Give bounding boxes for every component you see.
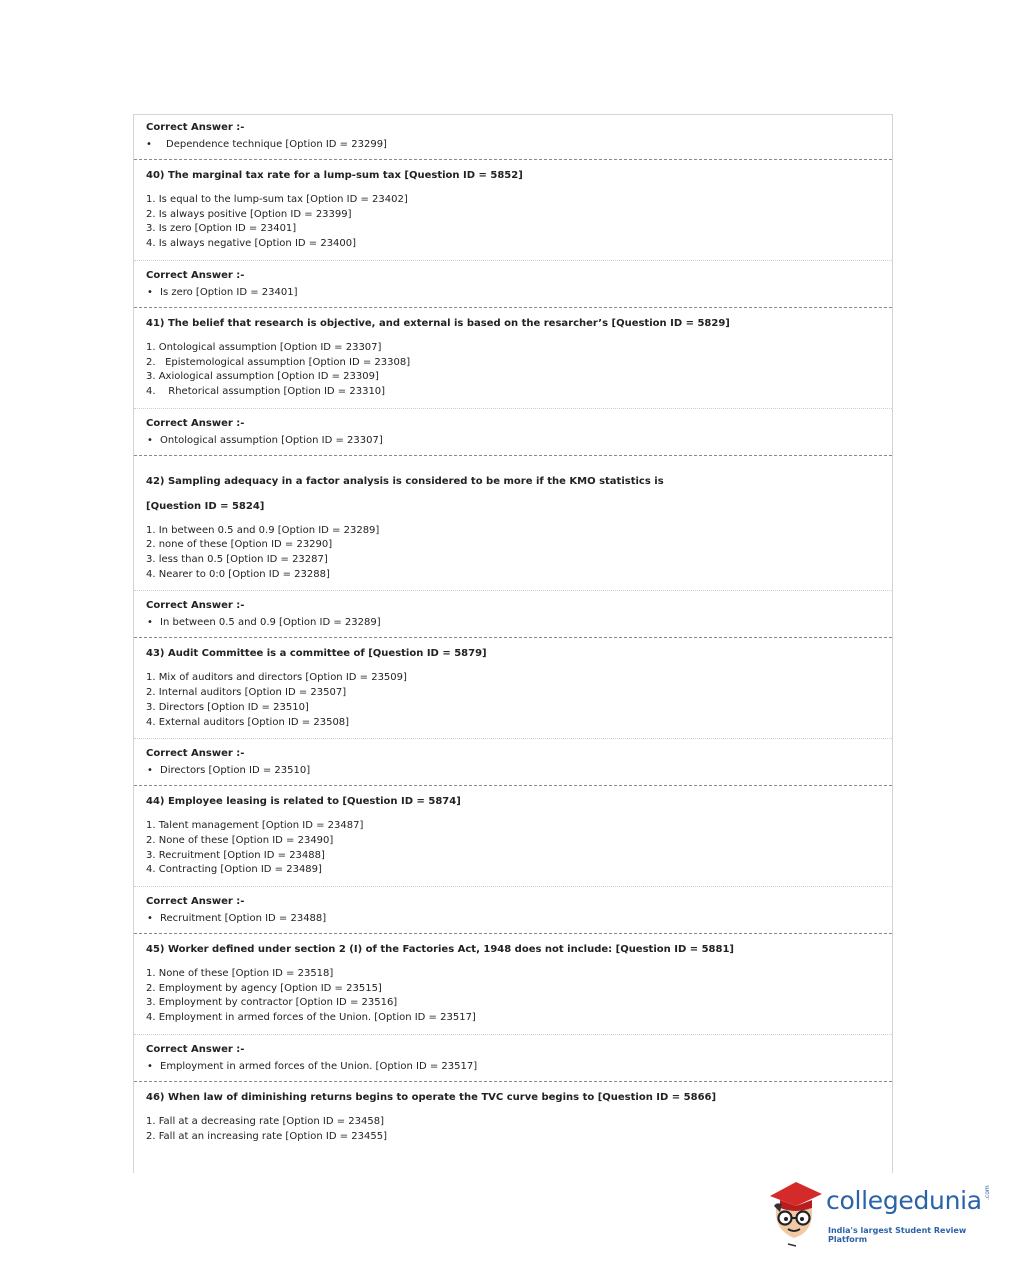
option: 2. None of these [Option ID = 23490] [146,834,334,846]
question-title: 46) When law of diminishing returns begins to operate the TVC curve begins to [Question ID = 5866] [146,1091,717,1103]
logo-suffix: .com [984,1185,991,1200]
question-title: 44) Employee leasing is related to [Question ID = 5874] [146,796,461,808]
option: 4. Is always negative [Option ID = 23400] [146,238,357,250]
question-title: 45) Worker defined under section 2 (I) of the Factories Act, 1948 does not include: [Question ID = 5881] [146,944,734,956]
answer-block-42 [134,591,892,638]
option: 1. Talent management [Option ID = 23487] [146,820,364,832]
option: 3. Directors [Option ID = 23510] [146,701,309,713]
option: 2. Internal auditors [Option ID = 23507] [146,687,347,699]
option: 2. none of these [Option ID = 23290] [146,539,333,551]
mascot-icon [766,1178,826,1248]
option: 4. Contracting [Option ID = 23489] [146,864,322,876]
option: 4. Employment in armed forces of the Union. [Option ID = 23517] [146,1012,476,1024]
question-title: 41) The belief that research is objective, and external is based on the resarcher’s [Question ID = 5829] [146,317,730,329]
question-block-46 [134,1082,892,1152]
logo-wordmark: collegedunia [826,1186,982,1215]
correct-answer-value: • Is zero [Option ID = 23401] [146,284,880,301]
option: 2. Epistemological assumption [Option ID = 23308] [146,356,411,368]
correct-answer-label: Correct Answer :- [146,600,245,612]
option: 1. Is equal to the lump-sum tax [Option ID = 23402] [146,194,408,205]
correct-answer-label: Correct Answer :- [146,269,245,281]
answer-block-43 [134,739,892,786]
option: 3. Is zero [Option ID = 23401] [146,223,297,235]
correct-answer-label: Correct Answer :- [146,896,245,908]
option: 3. Recruitment [Option ID = 23488] [146,849,325,861]
answer-sheet [133,114,893,1173]
question-title: 40) The marginal tax rate for a lump-sum tax [Question ID = 5852] [146,170,523,181]
option: 1. In between 0.5 and 0.9 [Option ID = 23289] [146,524,380,536]
option: 4. Nearer to 0:0 [Option ID = 23288] [146,568,330,580]
correct-answer-value: • Directors [Option ID = 23510] [146,762,880,779]
option: 3. Employment by contractor [Option ID = 23516] [146,997,398,1009]
logo-tagline: India's largest Student Review Platform [828,1226,967,1244]
option: 2. Is always positive [Option ID = 23399] [146,208,352,220]
option: 2. Employment by agency [Option ID = 23515] [146,982,382,994]
option: 3. less than 0.5 [Option ID = 23287] [146,554,328,566]
question-block-40 [134,160,892,261]
option: 4. Rhetorical assumption [Option ID = 23310] [146,385,386,397]
option: 2. Fall at an increasing rate [Option ID = 23455] [146,1130,387,1142]
collegedunia-logo[interactable] [766,1178,996,1248]
correct-answer-value: • In between 0.5 and 0.9 [Option ID = 23289] [146,614,880,631]
answer-block-41 [134,409,892,456]
option: 4. External auditors [Option ID = 23508] [146,716,350,728]
question-block-42 [134,456,892,592]
answer-block-40 [134,261,892,308]
option: 1. Mix of auditors and directors [Option ID = 23509] [146,672,407,684]
correct-answer-label: Correct Answer :- [146,1043,245,1055]
correct-answer-value: • Ontological assumption [Option ID = 23307] [146,432,880,449]
correct-answer-label: Correct Answer :- [146,122,245,133]
question-block-41 [134,308,892,409]
correct-answer-value: • Dependence technique [Option ID = 23299] [146,136,880,153]
question-title: 43) Audit Committee is a committee of [Question ID = 5879] [146,648,487,660]
correct-answer-value: • Recruitment [Option ID = 23488] [146,910,880,927]
correct-answer-label: Correct Answer :- [146,748,245,760]
answer-block-39 [134,115,892,160]
correct-answer-label: Correct Answer :- [146,417,245,429]
answer-block-44 [134,887,892,934]
option: 3. Axiological assumption [Option ID = 23309] [146,371,379,383]
option: 1. None of these [Option ID = 23518] [146,968,334,980]
correct-answer-value: • Employment in armed forces of the Union. [Option ID = 23517] [146,1058,880,1075]
question-block-43 [134,638,892,739]
question-block-45 [134,934,892,1035]
question-id: [Question ID = 5824] [146,500,265,512]
question-block-44 [134,786,892,887]
question-title: 42) Sampling adequacy in a factor analysis is considered to be more if the KMO statistics is [146,475,664,487]
option: 1. Fall at a decreasing rate [Option ID = 23458] [146,1115,385,1127]
answer-block-45 [134,1035,892,1082]
option: 1. Ontological assumption [Option ID = 23307] [146,341,382,353]
